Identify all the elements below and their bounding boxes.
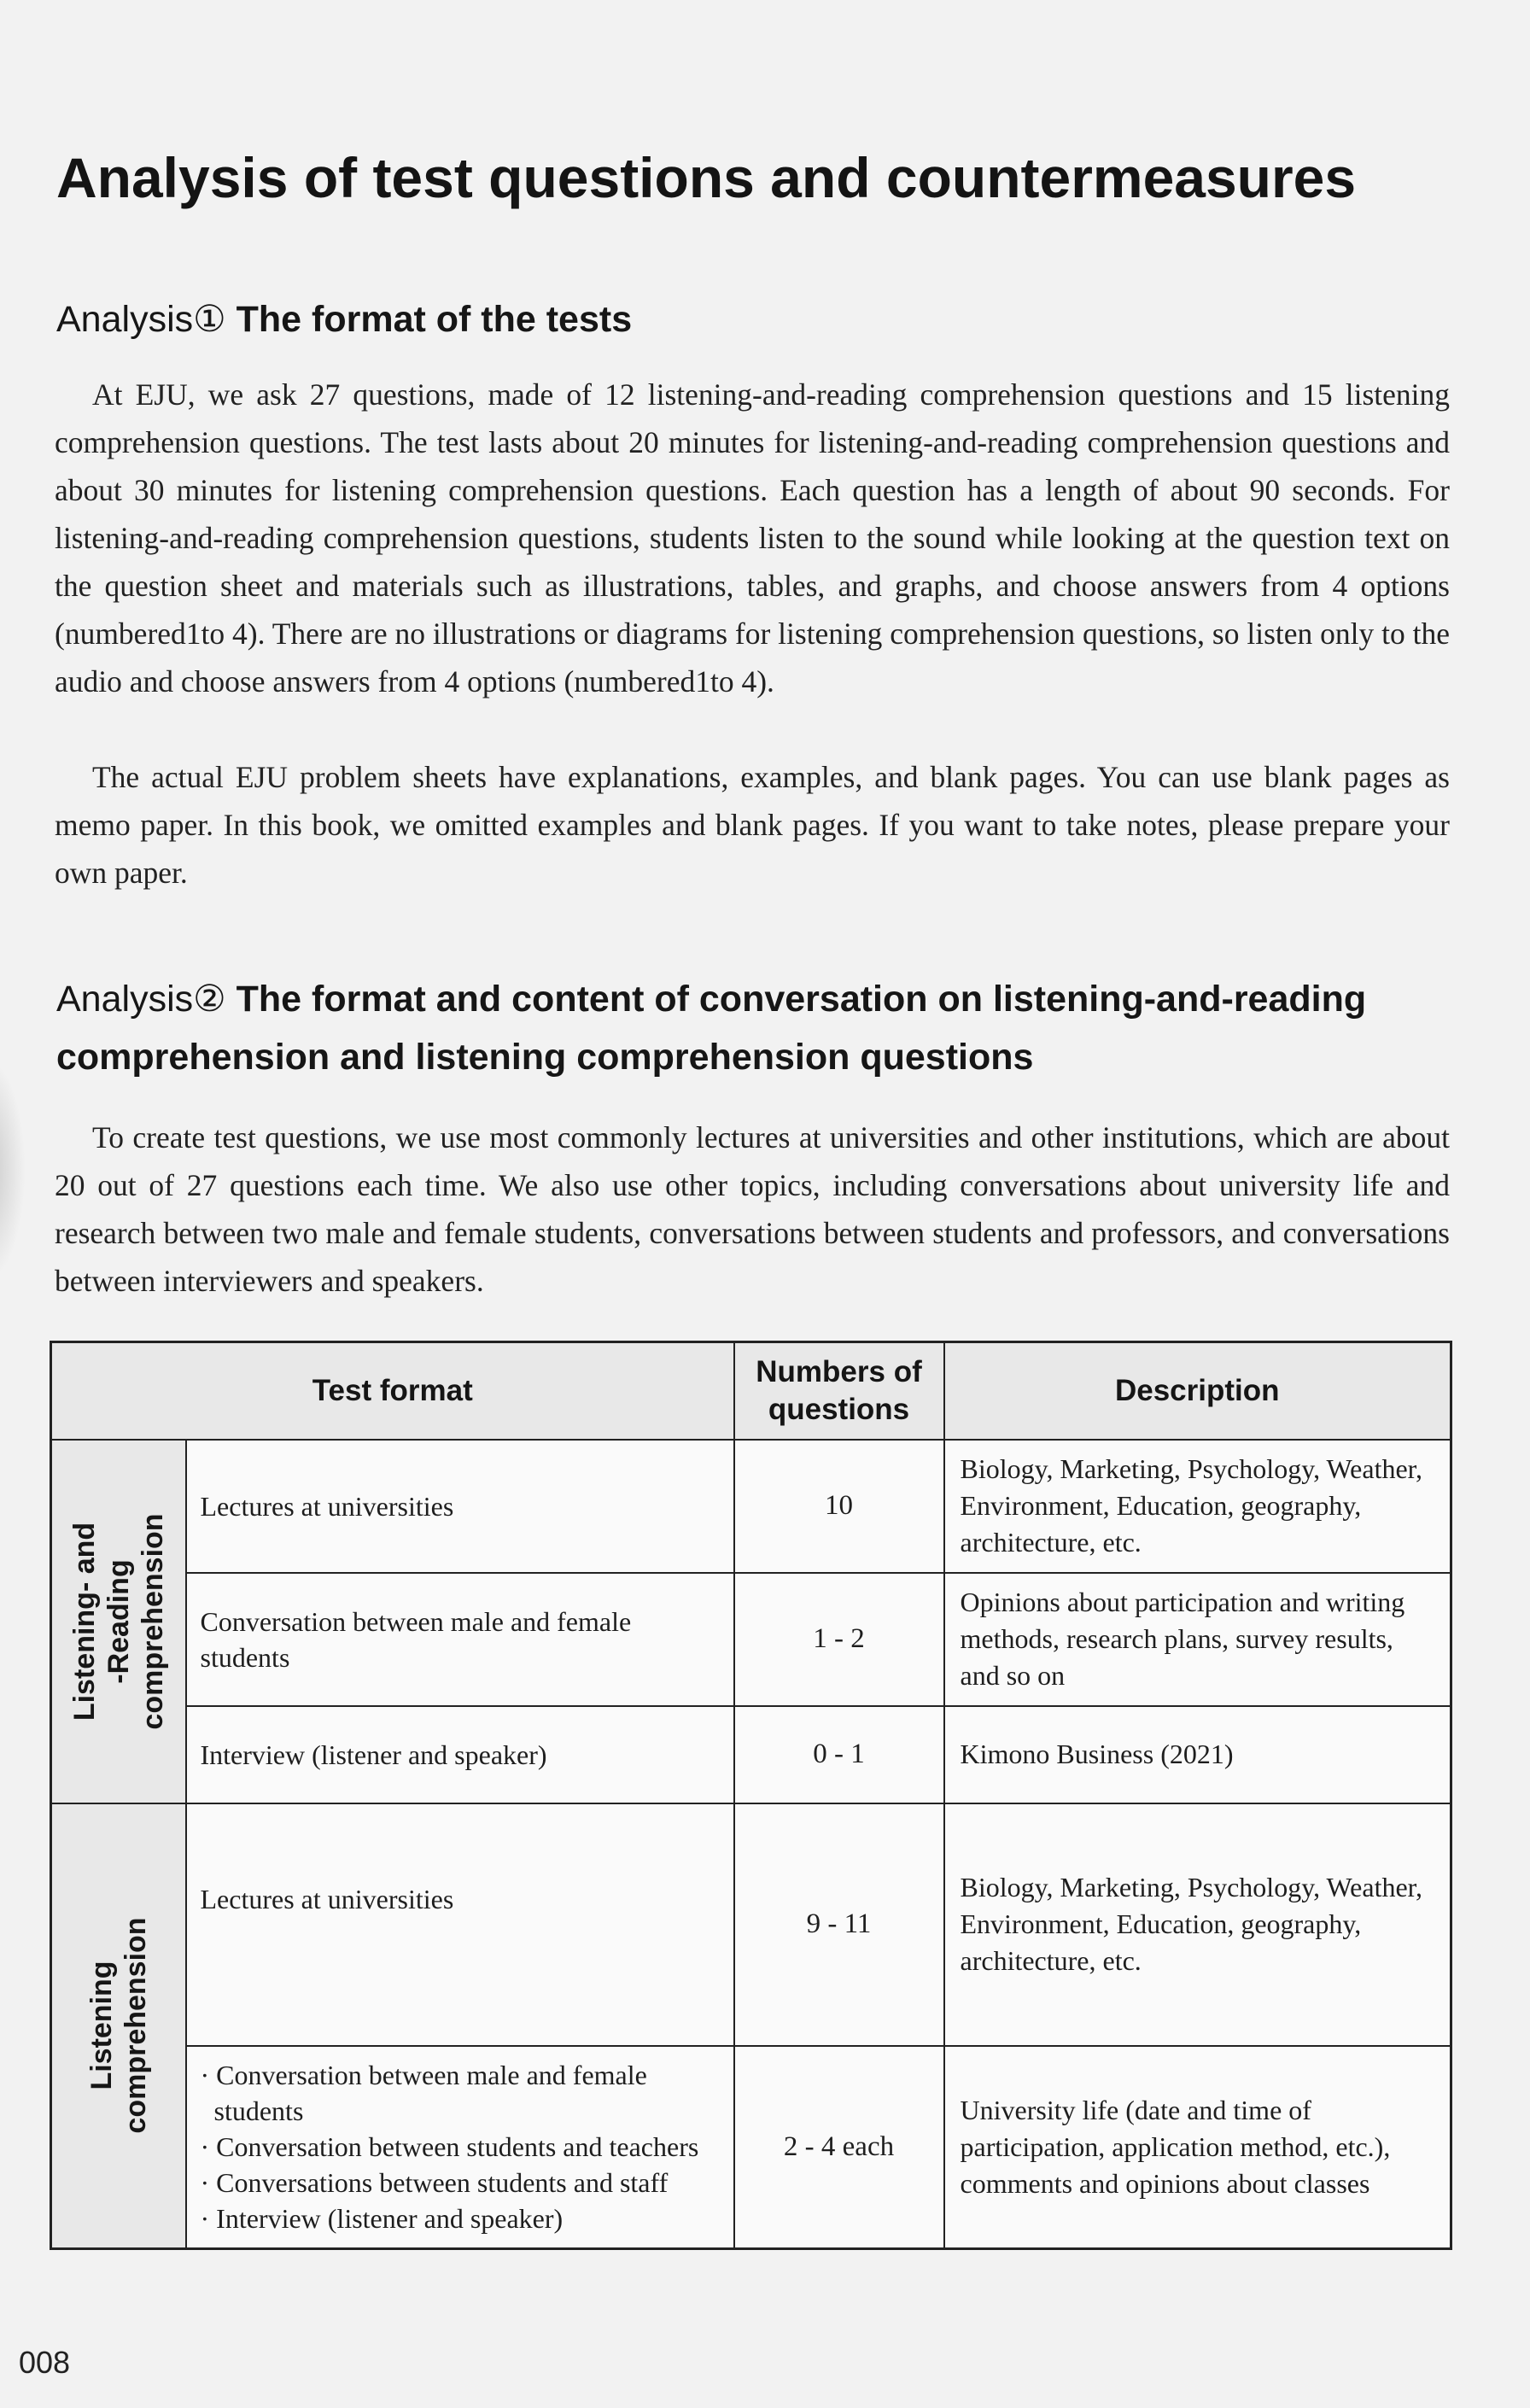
table-row [51,2046,1451,2249]
count-cell: 1 - 2 [734,1573,944,1706]
page-title: Analysis of test questions and countermeasures [56,146,1357,209]
format-cell: Conversation between male and female students [186,1573,734,1706]
section-2-heading [56,970,1422,1086]
group-label-line: comprehension [119,1917,152,2134]
header-numbers-of-questions: Numbers of questions [734,1342,944,1440]
list-item: · Conversation between male and female students [201,2057,720,2129]
section-1-paragraph-1: At EJU, we ask 27 questions, made of 12 listening-and-reading comprehension questions and 15 listening comprehension questions. The test lasts about 20 minutes for listening-and-reading comprehension questions and about 30 minutes for listening comprehension questions. Each question has a length of about 90 seconds. For listening-and-reading comprehension questions, students listen to the sound while looking at the question text on the question sheet and materials such as illustrations, tables, and graphs, and choose answers from 4 options (numbered1to 4). There are no illustrations or diagrams for listening comprehension questions, so listen only to the audio and choose answers from 4 options (numbered1to 4). [55,377,1450,698]
count-cell: 0 - 1 [734,1706,944,1803]
page-number: 008 [19,2345,71,2380]
group-label-listening [85,1918,153,2134]
section-1-heading [56,290,1474,348]
section-2-title: The format and content of conversation on listening-and-reading comprehension and listening comprehension questions [56,979,1367,1078]
page-edge-shadow [0,1059,26,1281]
test-format-table-wrapper [50,1341,1452,2250]
group-label-line: -Reading [102,1558,135,1684]
table-row [51,1440,1451,1573]
section-1-paragraph-2: The actual EJU problem sheets have explanations, examples, and blank pages. You can use blank pages as memo paper. In this book, we omitted examples and blank pages. If you want to take notes, please prepare your own paper. [55,760,1450,890]
group-label-line: comprehension [136,1512,169,1730]
format-cell: Lectures at universities [186,1803,734,2046]
list-item: · Conversation between students and teachers [201,2129,720,2165]
list-item: · Conversations between students and staff [201,2165,720,2201]
table-row [51,1706,1451,1803]
format-cell: Interview (listener and speaker) [186,1706,734,1803]
group-label-listening-and-reading [67,1513,170,1729]
list-item: · Interview (listener and speaker) [201,2201,720,2236]
description-cell: University life (date and time of participation, application method, etc.), comments and opinions about classes [944,2046,1451,2249]
group-listening [51,1803,186,2249]
description-cell: Biology, Marketing, Psychology, Weather, Environment, Education, geography, architecture, etc. [944,1440,1451,1573]
format-cell [186,2046,734,2249]
count-cell: 2 - 4 each [734,2046,944,2249]
section-1-number: Analysis① [56,299,226,340]
count-cell: 10 [734,1440,944,1573]
description-cell: Biology, Marketing, Psychology, Weather, Environment, Education, geography, architecture, etc. [944,1803,1451,2046]
group-listening-and-reading [51,1440,186,1803]
header-test-format: Test format [51,1342,734,1440]
section-2-number: Analysis② [56,979,226,1020]
test-format-table [50,1341,1452,2250]
section-1-title: The format of the tests [236,299,633,340]
section-2-paragraph-1: To create test questions, we use most commonly lectures at universities and other institutions, which are about 20 out of 27 questions each time. We also use other topics, including conversations about university life and research between two male and female students, conversations between students and professors, and conversations between interviewers and speakers. [55,1120,1450,1298]
group-label-line: Listening [85,1961,118,2090]
format-cell: Lectures at universities [186,1440,734,1573]
table-row [51,1803,1451,2046]
description-cell: Kimono Business (2021) [944,1706,1451,1803]
count-cell: 9 - 11 [734,1803,944,2046]
description-cell: Opinions about participation and writing methods, research plans, survey results, and so on [944,1573,1451,1706]
header-description: Description [944,1342,1451,1440]
group-label-line: Listening- and [67,1522,101,1721]
table-header-row [51,1342,1451,1440]
table-row [51,1573,1451,1706]
format-bullet-list [201,2057,720,2236]
